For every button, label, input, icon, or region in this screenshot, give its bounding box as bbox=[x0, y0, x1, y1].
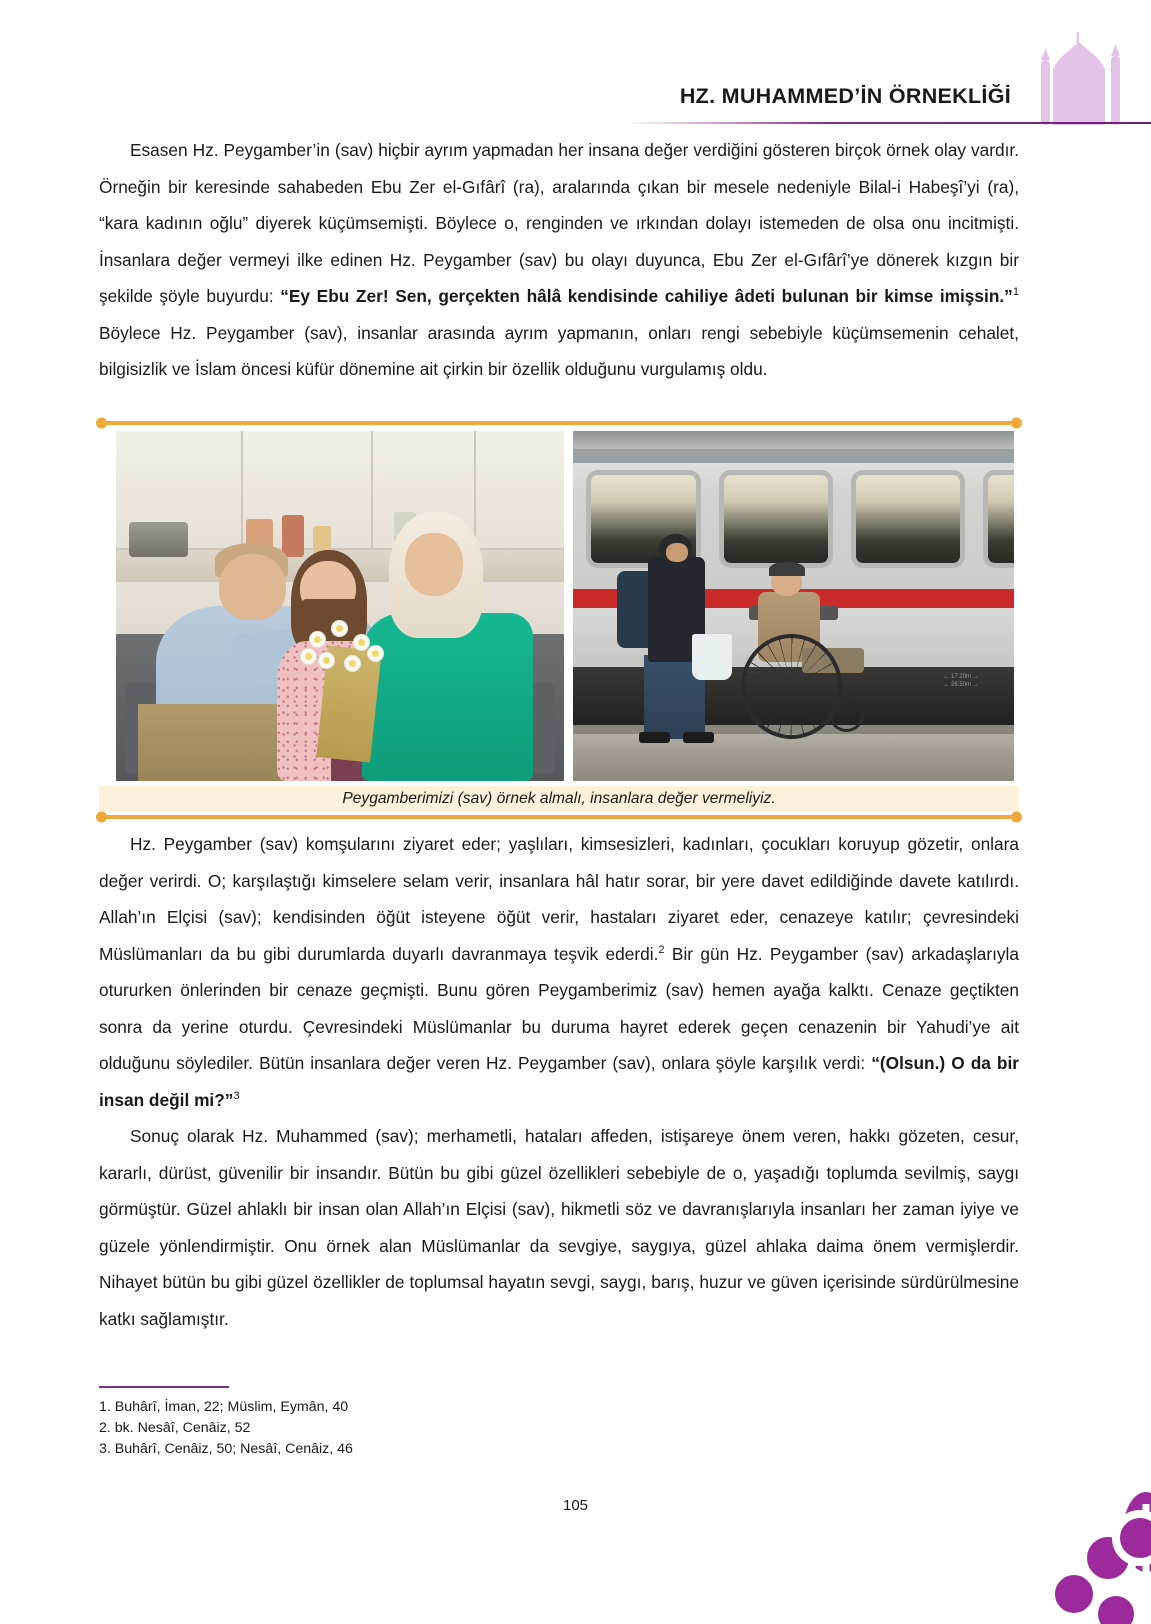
family-hug-photo bbox=[116, 431, 564, 781]
lower-text-block bbox=[99, 826, 1019, 1337]
footnote-item: 1. Buhârî, İman, 22; Müslim, Eymân, 40 bbox=[99, 1399, 349, 1416]
paragraph-3-text: Sonuç olarak Hz. Muhammed (sav); merhametli, hataları affeden, istişareye önem veren, hakkı gözeten, cesur, kararlı, dürüst, güvenilir bir insandır. Bütün bu gibi güzel özellikleri sebebiyle de o, yaşadığı toplumda sevilmiş, saygı görmüştür. Güzel ahlaklı bir insan olan Allah’ın Elçisi (sav), hikmetli söz ve davranışlarıyla insanları her zaman iyiye ve güzele yönlendirmiştir. Onu örnek alan Müslümanlar da sevgiye, saygıya, güzel ahlaka daima önem vermişlerdir. Nihayet bütün bu gibi güzel özellikler de toplumsal hayatın sevgi, saygı, barış, huzur ve güven içerisinde sürdürülmesine katkı sağlamıştır. bbox=[99, 1126, 1019, 1329]
train-station-wheelchair-photo: ← 17.20m → ← 26.50m → bbox=[573, 431, 1014, 781]
figure-bottom-rule bbox=[99, 815, 1019, 819]
figure-top-rule bbox=[99, 421, 1019, 425]
footnote-ref-1: 1 bbox=[1012, 286, 1019, 299]
paragraph-2-text-b: Bir gün Hz. Peygamber (sav) arkadaşlarıyla otururken önlerinden bir cenaze geçmişti. Bunu gören Peygamberimiz (sav) hemen ayağa kalktı. Cenaze geçtikten sonra da yerine oturdu. Çevresindeki Müslümanlar bu duruma hayret ederek geçen cenazenin bir Yahudi’ye ait olduğunu söylediler. Bütün insanlara değer veren Hz. Peygamber (sav), onlara şöyle karşılık verdi: bbox=[99, 943, 1019, 1073]
paragraph-2-text-a: Hz. Peygamber (sav) komşularını ziyaret eder; yaşlıları, kimsesizleri, kadınları, çocukları koruyup gözetir, onlara değer verirdi. O; karşılaştığı kimselere selam verir, insanlara hâl hatır sorar, bir yere davet edildiğinde davete katılırdı. Allah’ın Elçisi (sav); kendisinden öğüt isteyene öğüt verir, hastaları ziyaret eder, cenazeye katılır; çevresindeki Müslümanları da bu gibi durumlarda duyarlı davranmaya teşvik ederdi. bbox=[99, 834, 1019, 964]
photo-row bbox=[116, 425, 1014, 781]
header-rule bbox=[625, 122, 1151, 124]
page-title: HZ. MUHAMMED’İN ÖRNEKLİĞİ bbox=[679, 84, 1011, 108]
footnote-ref-2: 2 bbox=[658, 943, 665, 956]
paragraph-1 bbox=[99, 132, 1019, 388]
upper-text-block bbox=[99, 132, 1019, 388]
page-header bbox=[0, 0, 1151, 125]
figure-block bbox=[99, 421, 1019, 819]
flower-ornament-icon bbox=[986, 1456, 1151, 1624]
paragraph-1-text-a: Esasen Hz. Peygamber’in (sav) hiçbir ayrım yapmadan her insana değer verdiğini gösteren birçok örnek olay vardır. Örneğin bir keresinde sahabeden Ebu Zer el-Gıfârî (ra), aralarında çıkan bir mesele nedeniyle Bilal-i Habeşî’yi (ra), “kara kadının oğlu” diyerek küçümsemişti. Böylece o, renginden ve ırkından dolayı istemeden de olsa onu incitmişti. İnsanlara değer vermeyi ilke edinen Hz. Peygamber (sav) bu olayı duyunca, Ebu Zer el-Gıfârî’ye dönerek kızgın bir şekilde şöyle buyurdu: bbox=[99, 140, 1019, 306]
paragraph-2 bbox=[99, 826, 1019, 1118]
mosque-silhouette-icon bbox=[1023, 30, 1133, 125]
footnote-item: 3. Buhârî, Cenâiz, 50; Nesâî, Cenâiz, 46 bbox=[99, 1441, 353, 1458]
paragraph-3 bbox=[99, 1118, 1019, 1337]
page-number: 105 bbox=[562, 1497, 589, 1514]
paragraph-1-quote: “Ey Ebu Zer! Sen, gerçekten hâlâ kendisinde cahiliye âdeti bulunan bir kimse imişsin.” bbox=[280, 286, 1013, 306]
figure-caption: Peygamberimizi (sav) örnek almalı, insanlara değer vermeliyiz. bbox=[342, 790, 776, 807]
footnotes-block bbox=[99, 1386, 559, 1460]
figure-caption-band bbox=[99, 786, 1019, 812]
paragraph-2-quote: “(Olsun.) O da bir insan değil mi?” bbox=[99, 1053, 1020, 1110]
paragraph-1-text-b: Böylece Hz. Peygamber (sav), insanlar arasında ayrım yapmanın, onları rengi sebebiyle küçümsemenin cehalet, bilgisizlik ve İslam öncesi küfür dönemine ait çirkin bir özellik olduğunu vurgulamış oldu. bbox=[99, 322, 1019, 379]
footnote-item: 2. bk. Nesâî, Cenâiz, 52 bbox=[99, 1420, 251, 1437]
footnote-separator bbox=[99, 1386, 229, 1388]
footnote-ref-3: 3 bbox=[233, 1089, 240, 1102]
